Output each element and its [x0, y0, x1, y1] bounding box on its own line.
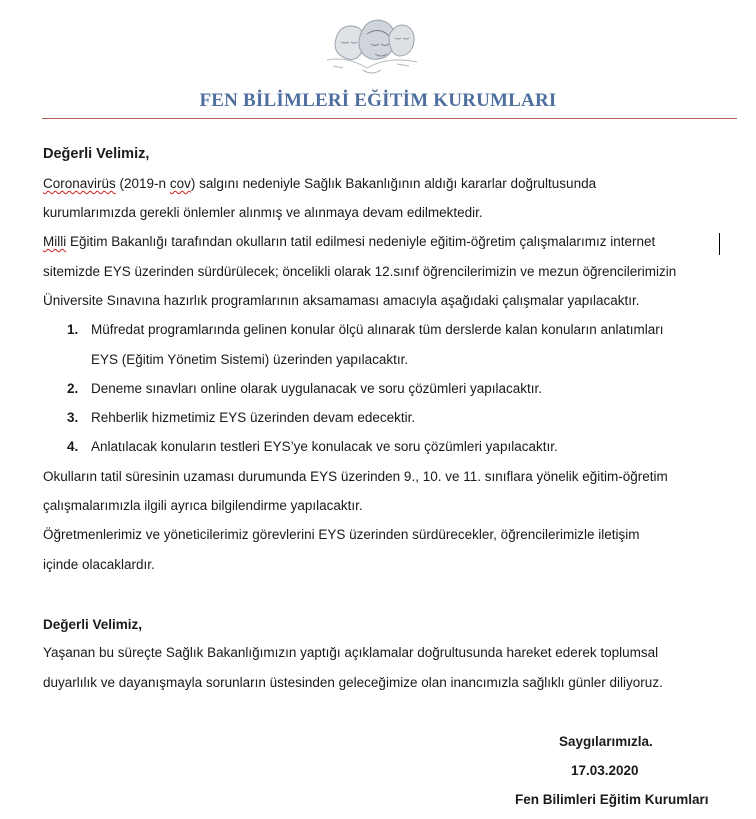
text-fragment: Eğitim Bakanlığı tarafından okulların tatil edilmesi nedeniyle eğitim-öğretim çalışmalarımız internet [66, 234, 656, 249]
list-item [67, 438, 558, 456]
salutation: Değerli Velimiz, [43, 146, 150, 162]
paragraph-line: kurumlarımızda gerekli önlemler alınmış ve alınmaya devam edilmektedir. [43, 205, 483, 220]
misspelled-word[interactable]: Milli [43, 234, 67, 249]
list-item [67, 409, 415, 427]
page-title: FEN BİLİMLERİ EĞİTİM KURUMLARI [199, 90, 557, 111]
misspelled-word[interactable]: Coronavirüs [43, 176, 116, 191]
paragraph-line: duyarlılık ve dayanışmayla sorunların üstesinden geleceğimize olan inancımızla sağlıklı günler diliyoruz. [43, 675, 663, 690]
title-divider [42, 118, 737, 119]
paragraph-line [43, 175, 596, 193]
salutation: Değerli Velimiz, [43, 617, 143, 632]
text-cursor [719, 233, 720, 255]
text-fragment: (2019-n [115, 176, 170, 191]
list-number: 1. [67, 322, 79, 337]
signatory-org: Fen Bilimleri Eğitim Kurumları [515, 792, 709, 807]
text-fragment: ) salgını nedeniyle Sağlık Bakanlığının aldığı kararlar doğrultusunda [190, 176, 597, 191]
paragraph-line: çalışmalarımızla ilgili ayrıca bilgilendirme yapılacaktır. [43, 498, 363, 513]
paragraph-line: Okulların tatil süresinin uzaması durumunda EYS üzerinden 9., 10. ve 11. sınıflara yönelik eğitim-öğretim [43, 469, 668, 484]
misspelled-word[interactable]: cov [169, 176, 191, 191]
list-item [67, 380, 542, 398]
portraits-logo [323, 14, 421, 80]
letter-date: 17.03.2020 [571, 763, 639, 778]
paragraph-line [43, 233, 655, 251]
list-number: 3. [67, 410, 79, 425]
list-item-continuation: EYS (Eğitim Yönetim Sistemi) üzerinden yapılacaktır. [91, 352, 409, 367]
list-text: Müfredat programlarında gelinen konular ölçü alınarak tüm derslerde kalan konuların anlatımları [91, 322, 664, 337]
list-text: Rehberlik hizmetimiz EYS üzerinden devam edecektir. [91, 410, 416, 425]
list-text: Deneme sınavları online olarak uygulanacak ve soru çözümleri yapılacaktır. [91, 381, 542, 396]
list-number: 2. [67, 381, 79, 396]
list-item [67, 321, 664, 339]
list-text: Anlatılacak konuların testleri EYS’ye konulacak ve soru çözümleri yapılacaktır. [91, 439, 558, 454]
list-number: 4. [67, 439, 79, 454]
closing: Saygılarımızla. [559, 734, 653, 749]
paragraph-line: içinde olacaklardır. [43, 557, 155, 572]
paragraph-line: Üniversite Sınavına hazırlık programlarının aksamaması amacıyla aşağıdaki çalışmalar yapılacaktır. [43, 293, 640, 308]
paragraph-line: sitemizde EYS üzerinden sürdürülecek; öncelikli olarak 12.sınıf öğrencilerimizin ve mezun öğrencilerimizin [43, 264, 677, 279]
paragraph-line: Yaşanan bu süreçte Sağlık Bakanlığımızın yaptığı açıklamalar doğrultusunda hareket ederek toplumsal [43, 645, 659, 660]
paragraph-line: Öğretmenlerimiz ve yöneticilerimiz görevlerini EYS üzerinden sürdürecekler, öğrencilerimizle iletişim [43, 527, 640, 542]
